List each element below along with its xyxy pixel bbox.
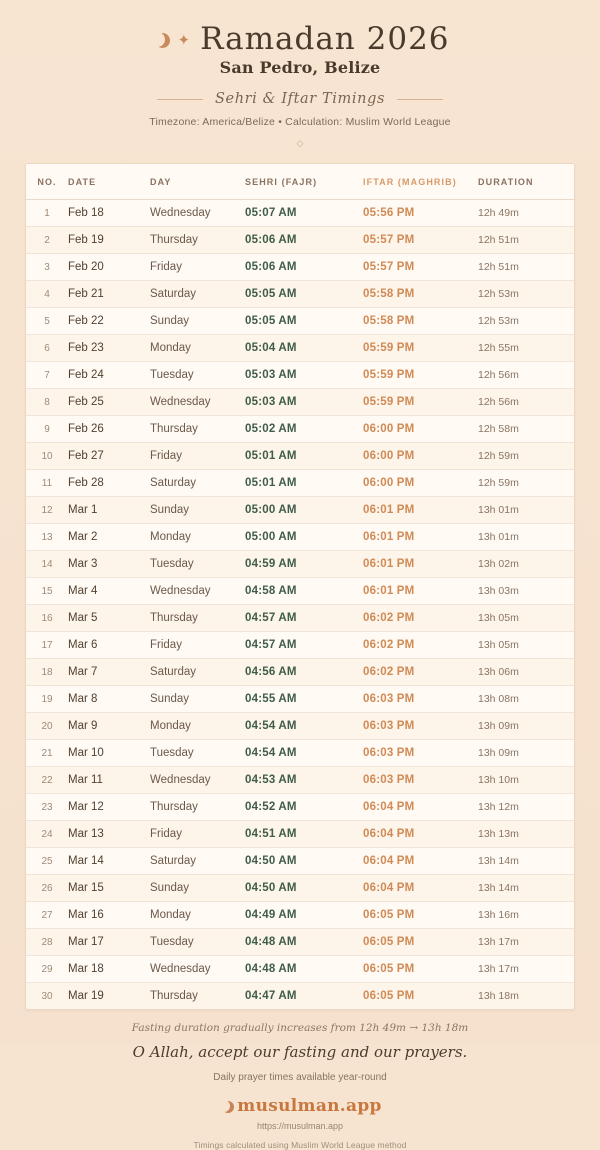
cell-duration: 12h 59m bbox=[478, 470, 574, 497]
cell-day: Monday bbox=[150, 335, 245, 362]
cell-duration: 13h 01m bbox=[478, 524, 574, 551]
cell-iftar: 06:04 PM bbox=[363, 875, 478, 902]
cell-day: Friday bbox=[150, 821, 245, 848]
cell-date: Feb 27 bbox=[68, 443, 150, 470]
cell-date: Feb 24 bbox=[68, 362, 150, 389]
title-row bbox=[0, 22, 600, 56]
table-row bbox=[26, 956, 574, 983]
cell-date: Mar 3 bbox=[68, 551, 150, 578]
cell-sehri: 04:49 AM bbox=[245, 902, 363, 929]
diamond-ornament-icon: ◇ bbox=[296, 138, 304, 149]
divider-left bbox=[157, 99, 203, 100]
divider-right bbox=[397, 99, 443, 100]
cell-no: 17 bbox=[26, 632, 68, 659]
cell-day: Wednesday bbox=[150, 767, 245, 794]
cell-no: 7 bbox=[26, 362, 68, 389]
table-row bbox=[26, 551, 574, 578]
section-label-row bbox=[0, 91, 600, 107]
cell-day: Wednesday bbox=[150, 578, 245, 605]
table-row bbox=[26, 227, 574, 254]
cell-iftar: 06:01 PM bbox=[363, 578, 478, 605]
cell-sehri: 05:01 AM bbox=[245, 443, 363, 470]
table-row bbox=[26, 821, 574, 848]
cell-duration: 13h 05m bbox=[478, 605, 574, 632]
cell-day: Saturday bbox=[150, 659, 245, 686]
cell-duration: 12h 53m bbox=[478, 308, 574, 335]
cell-date: Mar 2 bbox=[68, 524, 150, 551]
cell-date: Mar 12 bbox=[68, 794, 150, 821]
cell-sehri: 04:52 AM bbox=[245, 794, 363, 821]
cell-duration: 12h 58m bbox=[478, 416, 574, 443]
cell-sehri: 04:53 AM bbox=[245, 767, 363, 794]
cell-no: 10 bbox=[26, 443, 68, 470]
table-row bbox=[26, 875, 574, 902]
cell-duration: 13h 13m bbox=[478, 821, 574, 848]
brand-url[interactable]: https://musulman.app bbox=[256, 1121, 344, 1132]
cell-duration: 13h 08m bbox=[478, 686, 574, 713]
cell-iftar: 06:01 PM bbox=[363, 497, 478, 524]
cell-date: Mar 17 bbox=[68, 929, 150, 956]
column-header-iftar: IFTAR (MAGHRIB) bbox=[363, 164, 478, 200]
cell-duration: 13h 09m bbox=[478, 740, 574, 767]
cell-iftar: 06:03 PM bbox=[363, 686, 478, 713]
cell-no: 23 bbox=[26, 794, 68, 821]
cell-duration: 13h 02m bbox=[478, 551, 574, 578]
table-row bbox=[26, 848, 574, 875]
cell-sehri: 04:54 AM bbox=[245, 740, 363, 767]
brand-crescent-moon-icon bbox=[218, 1100, 231, 1113]
table-row bbox=[26, 686, 574, 713]
cell-date: Mar 4 bbox=[68, 578, 150, 605]
cell-duration: 13h 12m bbox=[478, 794, 574, 821]
cell-no: 1 bbox=[26, 200, 68, 227]
cell-duration: 13h 10m bbox=[478, 767, 574, 794]
cell-duration: 13h 06m bbox=[478, 659, 574, 686]
cell-day: Wednesday bbox=[150, 956, 245, 983]
daily-prayer-note: Daily prayer times available year-round bbox=[213, 1072, 387, 1084]
cell-no: 2 bbox=[26, 227, 68, 254]
table-row bbox=[26, 308, 574, 335]
table-row bbox=[26, 740, 574, 767]
table-row bbox=[26, 983, 574, 1010]
cell-day: Tuesday bbox=[150, 740, 245, 767]
cell-no: 9 bbox=[26, 416, 68, 443]
cell-no: 11 bbox=[26, 470, 68, 497]
cell-iftar: 05:57 PM bbox=[363, 254, 478, 281]
cell-no: 13 bbox=[26, 524, 68, 551]
cell-sehri: 04:51 AM bbox=[245, 821, 363, 848]
cell-no: 12 bbox=[26, 497, 68, 524]
cell-duration: 13h 14m bbox=[478, 848, 574, 875]
timings-table bbox=[26, 164, 574, 1009]
cell-sehri: 04:58 AM bbox=[245, 578, 363, 605]
cell-iftar: 05:59 PM bbox=[363, 335, 478, 362]
cell-sehri: 04:56 AM bbox=[245, 659, 363, 686]
cell-date: Mar 13 bbox=[68, 821, 150, 848]
cell-date: Feb 18 bbox=[68, 200, 150, 227]
cell-iftar: 06:05 PM bbox=[363, 983, 478, 1010]
cell-iftar: 06:05 PM bbox=[363, 929, 478, 956]
brand-row[interactable] bbox=[0, 1096, 600, 1116]
cell-date: Mar 5 bbox=[68, 605, 150, 632]
cell-day: Saturday bbox=[150, 281, 245, 308]
cell-day: Friday bbox=[150, 632, 245, 659]
cell-date: Mar 18 bbox=[68, 956, 150, 983]
table-header bbox=[26, 164, 574, 200]
table-row bbox=[26, 713, 574, 740]
cell-duration: 12h 51m bbox=[478, 254, 574, 281]
cell-duration: 13h 16m bbox=[478, 902, 574, 929]
cell-iftar: 05:59 PM bbox=[363, 362, 478, 389]
cell-iftar: 06:00 PM bbox=[363, 416, 478, 443]
cell-day: Sunday bbox=[150, 875, 245, 902]
table-row bbox=[26, 524, 574, 551]
table-row bbox=[26, 281, 574, 308]
table-row bbox=[26, 794, 574, 821]
cell-sehri: 05:05 AM bbox=[245, 308, 363, 335]
cell-duration: 12h 49m bbox=[478, 200, 574, 227]
cell-no: 14 bbox=[26, 551, 68, 578]
cell-iftar: 06:03 PM bbox=[363, 713, 478, 740]
table-row bbox=[26, 767, 574, 794]
cell-iftar: 05:56 PM bbox=[363, 200, 478, 227]
table-row bbox=[26, 578, 574, 605]
table-row bbox=[26, 605, 574, 632]
cell-iftar: 06:00 PM bbox=[363, 443, 478, 470]
cell-date: Feb 23 bbox=[68, 335, 150, 362]
cell-day: Thursday bbox=[150, 605, 245, 632]
cell-day: Sunday bbox=[150, 686, 245, 713]
cell-date: Mar 10 bbox=[68, 740, 150, 767]
cell-iftar: 06:02 PM bbox=[363, 605, 478, 632]
table-row bbox=[26, 362, 574, 389]
cell-no: 25 bbox=[26, 848, 68, 875]
cell-no: 21 bbox=[26, 740, 68, 767]
timings-table-card bbox=[25, 163, 575, 1010]
cell-iftar: 05:57 PM bbox=[363, 227, 478, 254]
cell-no: 8 bbox=[26, 389, 68, 416]
cell-iftar: 06:01 PM bbox=[363, 524, 478, 551]
table-row bbox=[26, 416, 574, 443]
cell-date: Mar 8 bbox=[68, 686, 150, 713]
cell-sehri: 04:54 AM bbox=[245, 713, 363, 740]
cell-sehri: 05:03 AM bbox=[245, 362, 363, 389]
cell-sehri: 05:00 AM bbox=[245, 497, 363, 524]
cell-date: Feb 20 bbox=[68, 254, 150, 281]
table-header-row bbox=[26, 164, 574, 200]
cell-date: Mar 6 bbox=[68, 632, 150, 659]
cell-no: 5 bbox=[26, 308, 68, 335]
cell-date: Feb 28 bbox=[68, 470, 150, 497]
cell-day: Friday bbox=[150, 443, 245, 470]
cell-duration: 13h 09m bbox=[478, 713, 574, 740]
table-row bbox=[26, 470, 574, 497]
table-row bbox=[26, 632, 574, 659]
column-header-day: DAY bbox=[150, 164, 245, 200]
cell-date: Feb 21 bbox=[68, 281, 150, 308]
cell-day: Tuesday bbox=[150, 362, 245, 389]
cell-date: Mar 14 bbox=[68, 848, 150, 875]
cell-sehri: 05:00 AM bbox=[245, 524, 363, 551]
cell-date: Mar 19 bbox=[68, 983, 150, 1010]
cell-sehri: 05:04 AM bbox=[245, 335, 363, 362]
column-header-date: DATE bbox=[68, 164, 150, 200]
cell-date: Mar 9 bbox=[68, 713, 150, 740]
table-row bbox=[26, 929, 574, 956]
cell-sehri: 04:48 AM bbox=[245, 929, 363, 956]
cell-duration: 12h 55m bbox=[478, 335, 574, 362]
cell-no: 30 bbox=[26, 983, 68, 1010]
table-row bbox=[26, 200, 574, 227]
cell-sehri: 05:07 AM bbox=[245, 200, 363, 227]
column-header-duration: DURATION bbox=[478, 164, 574, 200]
table-row bbox=[26, 902, 574, 929]
cell-iftar: 05:59 PM bbox=[363, 389, 478, 416]
cell-duration: 13h 05m bbox=[478, 632, 574, 659]
table-row bbox=[26, 443, 574, 470]
cell-no: 18 bbox=[26, 659, 68, 686]
cell-sehri: 04:57 AM bbox=[245, 632, 363, 659]
cell-date: Feb 19 bbox=[68, 227, 150, 254]
cell-iftar: 06:03 PM bbox=[363, 767, 478, 794]
table-row bbox=[26, 659, 574, 686]
cell-sehri: 04:47 AM bbox=[245, 983, 363, 1010]
cell-sehri: 05:06 AM bbox=[245, 254, 363, 281]
duration-note: Fasting duration gradually increases from 12h 49m → 13h 18m bbox=[131, 1022, 469, 1035]
cell-sehri: 04:50 AM bbox=[245, 848, 363, 875]
cell-day: Saturday bbox=[150, 848, 245, 875]
cell-sehri: 05:06 AM bbox=[245, 227, 363, 254]
cell-iftar: 06:05 PM bbox=[363, 956, 478, 983]
page-title: Ramadan 2026 bbox=[200, 21, 450, 57]
cell-no: 16 bbox=[26, 605, 68, 632]
cell-duration: 12h 51m bbox=[478, 227, 574, 254]
cell-day: Monday bbox=[150, 713, 245, 740]
cell-iftar: 06:04 PM bbox=[363, 848, 478, 875]
cell-sehri: 04:55 AM bbox=[245, 686, 363, 713]
cell-no: 3 bbox=[26, 254, 68, 281]
cell-day: Thursday bbox=[150, 983, 245, 1010]
star-icon: ✦ bbox=[177, 31, 191, 49]
cell-no: 6 bbox=[26, 335, 68, 362]
cell-day: Wednesday bbox=[150, 200, 245, 227]
section-label: Sehri & Iftar Timings bbox=[214, 91, 385, 108]
cell-sehri: 05:01 AM bbox=[245, 470, 363, 497]
cell-iftar: 06:02 PM bbox=[363, 659, 478, 686]
cell-duration: 13h 17m bbox=[478, 929, 574, 956]
cell-date: Mar 15 bbox=[68, 875, 150, 902]
cell-no: 4 bbox=[26, 281, 68, 308]
cell-date: Feb 22 bbox=[68, 308, 150, 335]
cell-iftar: 06:04 PM bbox=[363, 821, 478, 848]
cell-sehri: 04:50 AM bbox=[245, 875, 363, 902]
cell-duration: 13h 17m bbox=[478, 956, 574, 983]
crescent-moon-icon bbox=[150, 32, 167, 49]
table-row bbox=[26, 389, 574, 416]
cell-day: Monday bbox=[150, 524, 245, 551]
cell-date: Mar 1 bbox=[68, 497, 150, 524]
cell-duration: 13h 03m bbox=[478, 578, 574, 605]
cell-duration: 12h 56m bbox=[478, 389, 574, 416]
cell-duration: 12h 56m bbox=[478, 362, 574, 389]
cell-day: Friday bbox=[150, 254, 245, 281]
cell-day: Monday bbox=[150, 902, 245, 929]
cell-sehri: 04:57 AM bbox=[245, 605, 363, 632]
cell-day: Tuesday bbox=[150, 929, 245, 956]
cell-date: Mar 11 bbox=[68, 767, 150, 794]
cell-no: 20 bbox=[26, 713, 68, 740]
brand-name[interactable]: musulman.app bbox=[237, 1096, 382, 1117]
cell-iftar: 06:03 PM bbox=[363, 740, 478, 767]
cell-duration: 13h 14m bbox=[478, 875, 574, 902]
cell-no: 27 bbox=[26, 902, 68, 929]
cell-sehri: 04:48 AM bbox=[245, 956, 363, 983]
cell-no: 28 bbox=[26, 929, 68, 956]
cell-day: Thursday bbox=[150, 794, 245, 821]
cell-day: Saturday bbox=[150, 470, 245, 497]
column-header-sehri: SEHRI (FAJR) bbox=[245, 164, 363, 200]
page-footer bbox=[0, 1022, 600, 1150]
cell-iftar: 05:58 PM bbox=[363, 281, 478, 308]
cell-sehri: 04:59 AM bbox=[245, 551, 363, 578]
cell-iftar: 06:00 PM bbox=[363, 470, 478, 497]
cell-no: 24 bbox=[26, 821, 68, 848]
calculation-method-note: Timings calculated using Muslim World League method bbox=[193, 1140, 407, 1150]
cell-iftar: 06:02 PM bbox=[363, 632, 478, 659]
cell-iftar: 05:58 PM bbox=[363, 308, 478, 335]
cell-no: 22 bbox=[26, 767, 68, 794]
cell-duration: 12h 59m bbox=[478, 443, 574, 470]
table-row bbox=[26, 254, 574, 281]
cell-day: Sunday bbox=[150, 308, 245, 335]
cell-no: 29 bbox=[26, 956, 68, 983]
cell-date: Mar 7 bbox=[68, 659, 150, 686]
cell-no: 19 bbox=[26, 686, 68, 713]
cell-day: Thursday bbox=[150, 416, 245, 443]
cell-iftar: 06:04 PM bbox=[363, 794, 478, 821]
table-body bbox=[26, 200, 574, 1010]
cell-no: 26 bbox=[26, 875, 68, 902]
cell-sehri: 05:02 AM bbox=[245, 416, 363, 443]
column-header-no: NO. bbox=[26, 164, 68, 200]
location-subtitle: San Pedro, Belize bbox=[219, 58, 381, 78]
cell-day: Tuesday bbox=[150, 551, 245, 578]
cell-day: Thursday bbox=[150, 227, 245, 254]
cell-duration: 12h 53m bbox=[478, 281, 574, 308]
cell-date: Feb 25 bbox=[68, 389, 150, 416]
cell-iftar: 06:01 PM bbox=[363, 551, 478, 578]
table-row bbox=[26, 335, 574, 362]
page-header bbox=[0, 0, 600, 148]
cell-day: Sunday bbox=[150, 497, 245, 524]
cell-date: Mar 16 bbox=[68, 902, 150, 929]
cell-no: 15 bbox=[26, 578, 68, 605]
cell-iftar: 06:05 PM bbox=[363, 902, 478, 929]
table-row bbox=[26, 497, 574, 524]
cell-duration: 13h 01m bbox=[478, 497, 574, 524]
cell-duration: 13h 18m bbox=[478, 983, 574, 1010]
cell-sehri: 05:05 AM bbox=[245, 281, 363, 308]
cell-sehri: 05:03 AM bbox=[245, 389, 363, 416]
cell-date: Feb 26 bbox=[68, 416, 150, 443]
dua-text: O Allah, accept our fasting and our prayers. bbox=[132, 1043, 468, 1062]
timezone-calculation-meta: Timezone: America/Belize • Calculation: Muslim World League bbox=[149, 116, 451, 129]
cell-day: Wednesday bbox=[150, 389, 245, 416]
